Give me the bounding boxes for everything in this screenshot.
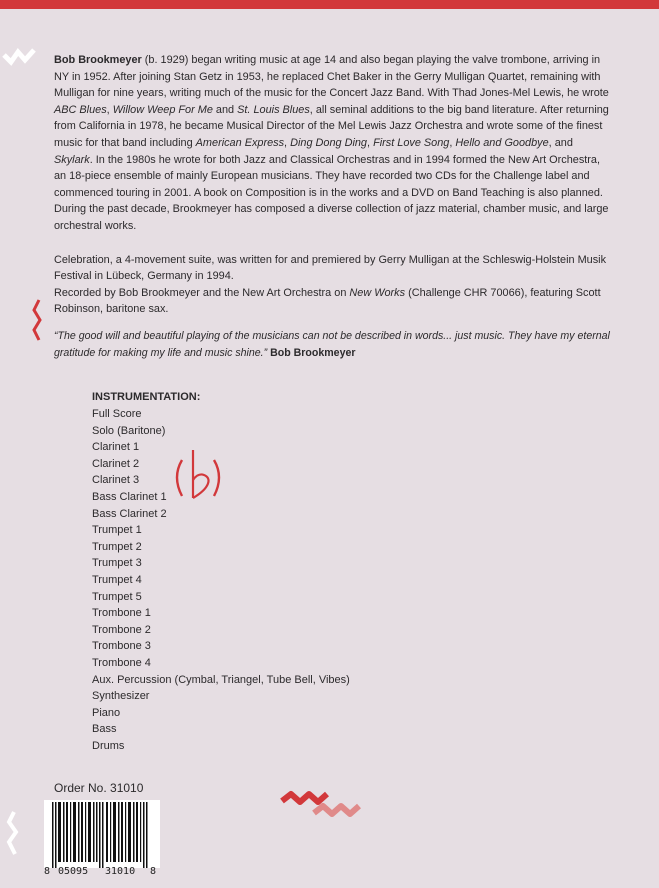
title-willow: Willow Weep For Me — [112, 103, 213, 116]
side-squiggle-icon — [30, 298, 44, 342]
bio-paragraph-1: Bob Brookmeyer (b. 1929) began writing music at age 14 and also began playing the valve trombone, arriving in NY in 1952. After joining Stan Getz in 1953, he replaced Chet Baker in the Gerry Mulligan Quartet, remaining with Mulligan for nine years, writing much of the music for the Concert Jazz Band. With Thad Jones-Mel Lewis, he wrote ABC Blues, Willow Weep For Me and St. Louis Blues, all seminal additions to the big band literature. After returning from California in 1978, he became Musical Director of the Mel Lewis Jazz Orchestra and wrote some of the finest music for that band including American Express, Ding Dong Ding, First Love Song, Hello and Goodbye, and Skylark. In the 1980s he wrote for both Jazz and Classical Orchestras and in 1994 formed the New Art Orchestra, an 18-piece ensemble of mainly European musicians. They have recorded two CDs for the Challenge label and commenced touring in 2001. A book on Composition is in the works and a DVD on Band Teaching is also planned. — [54, 54, 609, 199]
instrument-item: Bass Clarinet 1 — [92, 490, 167, 503]
barcode-bars-icon — [44, 800, 160, 868]
quote-author: Bob Brookmeyer — [270, 347, 356, 359]
instrument-item: Drums — [92, 739, 125, 752]
title-skylark: Skylark — [54, 153, 90, 166]
barcode-digits-group-1: 05095 — [58, 866, 89, 877]
instrument-item: Trombone 1 — [92, 607, 151, 620]
instrumentation — [92, 389, 350, 754]
instrument-item: Trumpet 1 — [92, 524, 142, 537]
instrument-item: Trombone 4 — [92, 656, 151, 669]
instrument-item: Bass — [92, 723, 117, 736]
instrumentation-heading: INSTRUMENTATION: — [92, 391, 201, 403]
instrument-item: Full Score — [92, 408, 142, 420]
title-american-express: American Express — [195, 136, 285, 149]
publisher-logo-icon — [280, 785, 362, 825]
instrument-item: Aux. Percussion (Cymbal, Triangel, Tube Bell, Vibes) — [92, 673, 350, 686]
instrument-item: Trumpet 2 — [92, 540, 142, 553]
instrument-item: Clarinet 3 — [92, 474, 140, 487]
instrument-item: Trumpet 3 — [92, 557, 142, 570]
corner-squiggle-icon — [6, 810, 20, 856]
order-number: Order No. 31010 — [54, 781, 144, 795]
barcode-digits-group-2: 31010 — [105, 866, 136, 877]
bio-paragraph-4: Recorded by Bob Brookmeyer and the New Art Orchestra on New Works (Challenge CHR 70066), featuring Scott Robinson, baritone sax. — [54, 286, 601, 316]
barcode — [44, 800, 160, 880]
title-abc-blues: ABC Blues — [54, 103, 107, 116]
instrument-item: Clarinet 1 — [92, 441, 140, 454]
title-st-louis: St. Louis Blues — [237, 103, 310, 116]
quote-text: “The good will and beautiful playing of the musicians can not be described in words... just music. They have my eternal gratitude for making my life and music shine.” — [54, 330, 610, 359]
bio-paragraph-2: During the past decade, Brookmeyer has composed a diverse collection of jazz material, chamber music, and large orchestral works. — [54, 203, 609, 232]
instrument-item: Trombone 2 — [92, 623, 151, 636]
bio-name: Bob Brookmeyer — [54, 54, 142, 66]
instrument-item: Solo (Baritone) — [92, 424, 166, 437]
flat-sign-icon — [168, 446, 228, 508]
top-accent-band — [0, 0, 659, 9]
publisher-corner-logo-icon — [2, 46, 38, 68]
title-first-love: First Love Song — [373, 136, 450, 149]
instrument-item: Trumpet 5 — [92, 590, 142, 603]
barcode-digit-last: 8 — [150, 866, 157, 877]
quote — [54, 328, 614, 362]
title-hello-goodbye: Hello and Goodbye — [455, 136, 549, 149]
bio-paragraph-3: Celebration, a 4-movement suite, was written for and premiered by Gerry Mulligan at the Schleswig-Holstein Musik Festival in Lübeck, Germany in 1994. — [54, 253, 607, 283]
instrument-item: Piano — [92, 706, 121, 719]
biography — [54, 52, 610, 318]
instrument-item: Synthesizer — [92, 690, 150, 703]
instrument-item: Bass Clarinet 2 — [92, 507, 167, 520]
instrument-item: Clarinet 2 — [92, 457, 140, 470]
instrument-item: Trumpet 4 — [92, 573, 142, 586]
barcode-digit-first: 8 — [44, 866, 51, 877]
instrument-item: Trombone 3 — [92, 640, 151, 653]
title-new-works: New Works — [349, 286, 406, 299]
title-ding-dong: Ding Dong Ding — [290, 136, 367, 149]
